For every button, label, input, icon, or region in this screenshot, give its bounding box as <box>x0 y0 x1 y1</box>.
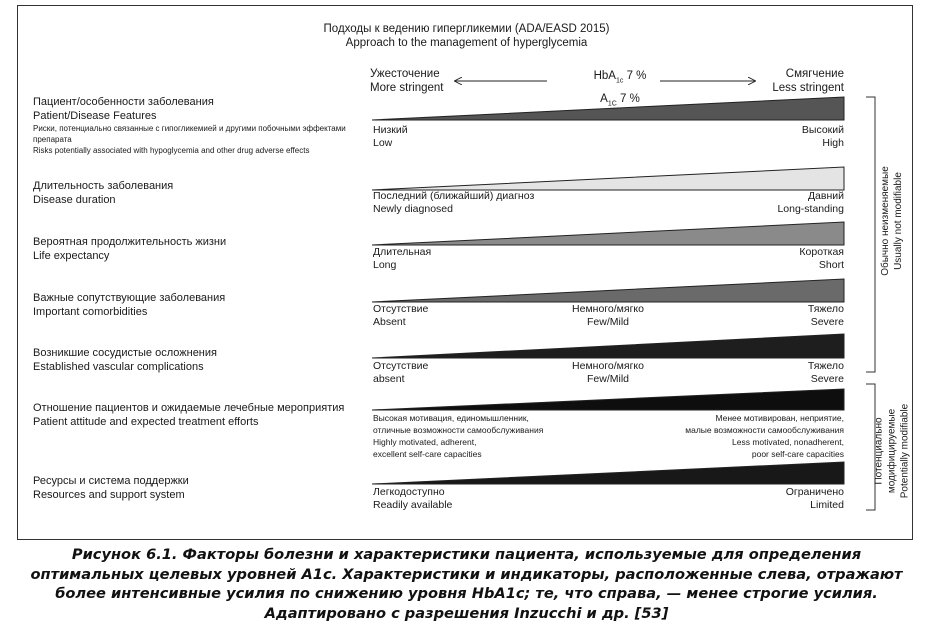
row-vascular-left: Отсутствие absent <box>373 360 429 385</box>
wedge-disease-duration <box>372 167 844 190</box>
row-resources-right: Ограничено Limited <box>785 486 844 511</box>
row-label-ru: Пациент/особенности заболевания <box>33 96 214 108</box>
row-comorbidities-mid: Немного/мягко Few/Mild <box>572 303 644 328</box>
scale-left-ru: Ужесточение <box>370 68 440 80</box>
row-disease-duration-right: Давний Long-standing <box>777 190 844 215</box>
row-vascular-mid: Немного/мягко Few/Mild <box>572 360 644 385</box>
figure-title-en: Approach to the management of hyperglycemia <box>345 37 588 49</box>
wedge-patient-attitude <box>372 389 844 410</box>
row-vascular-right: Тяжело Severe <box>807 360 844 385</box>
side-label-modifiable: Потенциально модифицируемые Potentially modifiable <box>873 403 911 499</box>
scale-right-ru: Смягчение <box>785 68 844 80</box>
row-comorbidities-label: Важные сопутствующие заболевания Important comorbidities <box>33 292 226 318</box>
row-resources-left: Легкодоступно Readily available <box>373 486 453 511</box>
row-disease-duration-label: Длительность заболевания Disease duration <box>33 180 174 206</box>
wedge-life-expectancy <box>372 222 844 245</box>
wedge-vascular <box>372 334 844 358</box>
figure-title-ru: Подходы к ведению гипергликемии (ADA/EASD 2015) <box>323 23 610 35</box>
side-label-not-modifiable: Обычно неизменяемые Usually not modifiable <box>880 166 904 276</box>
wedge-comorbidities <box>372 279 844 302</box>
row-life-expectancy-label: Вероятная продолжительность жизни Life expectancy <box>33 236 227 262</box>
row-label-en: Patient/Disease Features <box>33 109 157 122</box>
scale-left-en: More stringent <box>370 82 444 94</box>
row-patient-disease-right: Высокий High <box>801 124 844 149</box>
figure-caption: Рисунок 6.1. Факторы болезни и характеристики пациента, используемые для определения оптимальных целевых уровней А1с. Характеристики и индикаторы, расположенные слева, отражают более интенсивные усилия по снижению уровня HbA1c; те, что справа, — менее строгие усилия. Адаптировано с разрешения Inzucchi и др. [53] <box>30 546 903 622</box>
row-resources-label: Ресурсы и система поддержки Resources and support system <box>33 475 189 501</box>
wedge-patient-disease <box>372 97 844 120</box>
row-patient-attitude-label: Отношение пациентов и ожидаемые лечебные мероприятия Patient attitude and expected treatment efforts <box>33 402 345 428</box>
row-disease-duration-left: Последний (ближайший) диагноз Newly diagnosed <box>373 190 535 215</box>
row-sub-ru: Риски, потенциально связанные с гипогликемией и другими побочными эффектами препарата <box>33 124 346 144</box>
row-vascular-label: Возникшие сосудистые осложнения Established vascular complications <box>33 347 217 373</box>
bracket-upper <box>866 97 875 372</box>
scale-right-en: Less stringent <box>772 82 844 94</box>
row-life-expectancy-left: Длительная Long <box>373 246 432 271</box>
row-life-expectancy-right: Короткая Short <box>799 246 844 271</box>
row-comorbidities-right: Тяжело Severe <box>807 303 844 328</box>
row-patient-attitude-left: Высокая мотивация, единомышленник, отличные возможности самообслуживания Highly motivated, adherent, excellent self-care capacities <box>373 413 544 459</box>
scale-hba1c-upper: HbA$_{1c}$ 7 % <box>593 70 647 85</box>
row-patient-disease-label <box>33 96 353 156</box>
wedge-resources <box>372 462 844 484</box>
row-sub-en: Risks potentially associated with hypoglycemia and other drug adverse effects <box>33 146 310 155</box>
row-patient-attitude-right: Менее мотивирован, неприятие, малые возможности самообслуживания Less motivated, nonadherent, poor self-care capacities <box>685 413 844 459</box>
row-comorbidities-left: Отсутствие Absent <box>373 303 429 328</box>
scale-hba1c-lower: $A_{1C}$ 7 % <box>600 93 640 108</box>
row-patient-disease-left: Низкий Low <box>373 124 408 149</box>
